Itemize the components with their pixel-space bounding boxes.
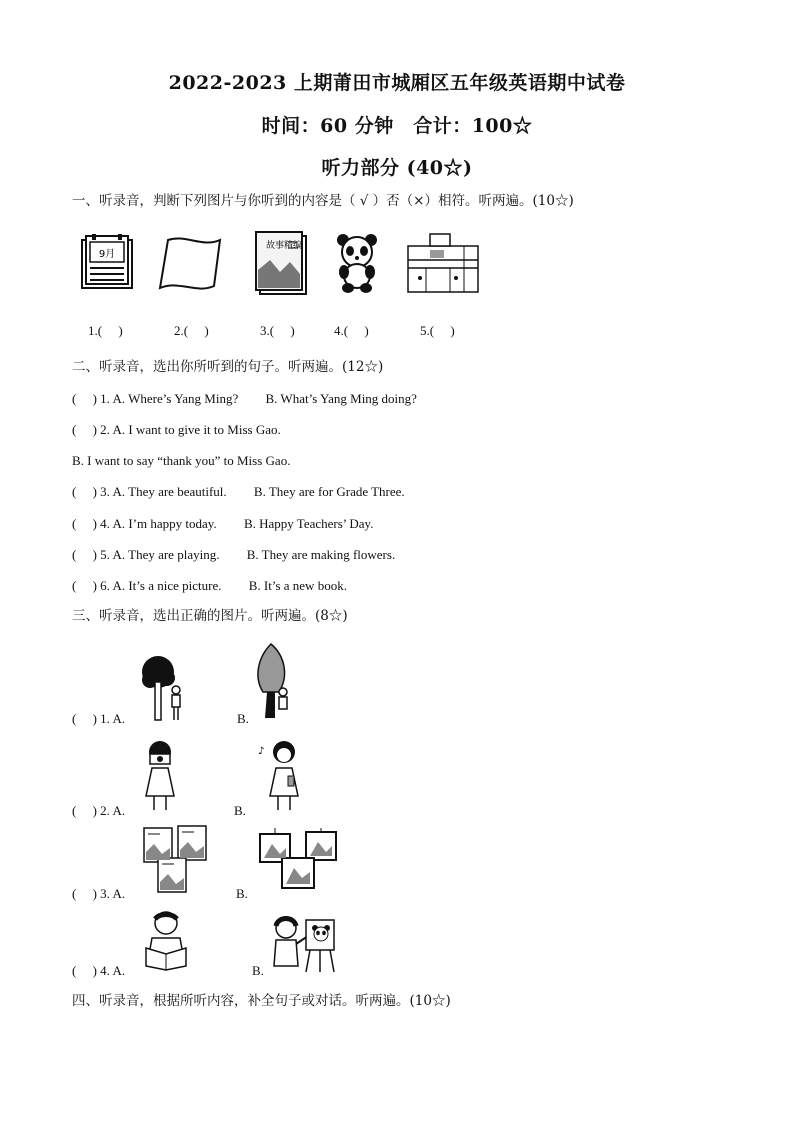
page-title: 2022-2023 上期莆田市城厢区五年级英语期中试卷: [168, 72, 626, 94]
pictures-picture: [258, 828, 340, 894]
option-a: A. I want to give it to Miss Gao.: [112, 422, 281, 437]
option-b: B. What’s Yang Ming doing?: [265, 391, 417, 406]
section-3-question-2-label[interactable]: ( ) 2. A.: [72, 803, 126, 818]
section-3-heading: 三、听录音，选出正确的图片。听两遍。(8☆): [72, 608, 348, 624]
section-1-answer-5[interactable]: 5.( ): [420, 323, 455, 338]
option-a: A. It’s a nice picture.: [112, 578, 222, 593]
question-number[interactable]: ( ) 4.: [72, 516, 110, 531]
calendar-month: 9月: [98, 249, 116, 260]
section-1-answer-4[interactable]: 4.( ): [334, 323, 369, 338]
section-3-question-4-label[interactable]: ( ) 4. A.: [72, 963, 126, 978]
option-b: B. It’s a new book.: [248, 578, 347, 593]
option-b: B. I want to say “thank you” to Miss Gao.: [72, 453, 291, 468]
section-2-heading: 二、听录音，选出你所听到的句子。听两遍。(12☆): [72, 359, 384, 375]
storybook-picture: [252, 230, 312, 298]
section-2-question-1: [72, 390, 417, 407]
section-2-question-4: [72, 515, 373, 532]
storybook-title: 故事精编: [266, 241, 303, 251]
question-number[interactable]: ( ) 1.: [72, 391, 110, 406]
girl-with-camera-picture: [140, 740, 180, 812]
option-b: B. They are making flowers.: [246, 547, 396, 562]
section-2-question-2: [72, 421, 281, 438]
option-b: B. They are for Grade Three.: [253, 484, 405, 499]
section-3-question-1-option-b[interactable]: B.: [237, 711, 249, 726]
storybooks-picture: [140, 824, 212, 896]
boy-behind-tree-picture: [255, 642, 295, 720]
option-a: A. Where’s Yang Ming?: [112, 391, 239, 406]
question-number[interactable]: ( ) 3.: [72, 484, 110, 499]
svg-text:♪: ♪: [258, 746, 265, 757]
option-b: B. Happy Teachers’ Day.: [243, 516, 374, 531]
boy-beside-tree-picture: [140, 652, 188, 722]
question-number[interactable]: ( ) 2.: [72, 422, 110, 437]
option-a: A. They are beautiful.: [112, 484, 227, 499]
option-a: A. I’m happy today.: [112, 516, 217, 531]
section-1-answer-3[interactable]: 3.( ): [260, 323, 295, 338]
section-1-answer-1[interactable]: 1.( ): [88, 323, 123, 338]
section-2-question-5: [72, 546, 395, 563]
boy-drawing-panda-picture: [272, 912, 338, 974]
section-3-question-2-option-b[interactable]: B.: [234, 803, 246, 818]
boy-reading-picture: [142, 910, 192, 972]
section-3-question-1-label[interactable]: ( ) 1. A.: [72, 711, 126, 726]
section-1-answer-2[interactable]: 2.( ): [174, 323, 209, 338]
section-2-question-6: [72, 577, 347, 594]
calendar-picture: [78, 234, 138, 294]
girl-singing-picture: [258, 740, 304, 812]
part-title: 听力部分 (40☆): [321, 157, 473, 179]
question-number[interactable]: ( ) 5.: [72, 547, 110, 562]
kitchen-picture: [406, 232, 480, 294]
panda-picture: [334, 232, 380, 294]
section-2-question-2-option-b: [72, 452, 290, 469]
exam-info: 时间：60 分钟 合计：100☆: [261, 115, 533, 137]
paper-picture: [156, 234, 226, 294]
section-2-question-3: [72, 483, 405, 500]
section-3-question-3-option-b[interactable]: B.: [236, 886, 248, 901]
section-1-heading: 一、听录音，判断下列图片与你听到的内容是（ √ ）否（×）相符。听两遍。(10☆): [72, 193, 574, 209]
option-a: A. They are playing.: [112, 547, 220, 562]
section-3-question-4-option-b[interactable]: B.: [252, 963, 264, 978]
section-3-question-3-label[interactable]: ( ) 3. A.: [72, 886, 126, 901]
question-number[interactable]: ( ) 6.: [72, 578, 110, 593]
section-4-heading: 四、听录音，根据所听内容，补全句子或对话。听两遍。(10☆): [72, 993, 451, 1009]
